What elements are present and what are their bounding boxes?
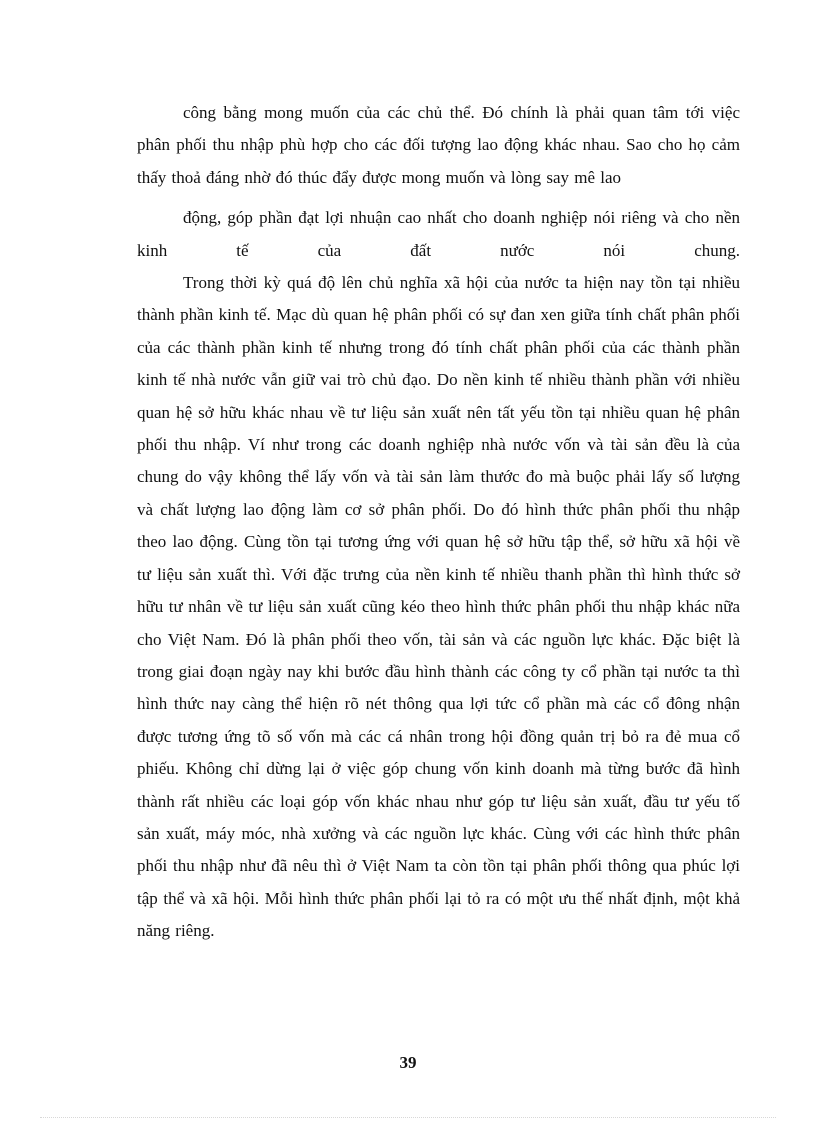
document-body: [137, 97, 740, 948]
page-number: 39: [399, 1053, 417, 1072]
paragraph-1: công bằng mong muốn của các chủ thể. Đó chính là phải quan tâm tới việc phân phối thu nhập phù hợp cho các đối tượng lao động khác nhau. Sao cho họ cảm thấy thoả đáng nhờ đó thúc đẩy được mong muốn và lòng say mê lao: [137, 103, 740, 187]
paragraph-3: Trong thời kỳ quá độ lên chủ nghĩa xã hội của nước ta hiện nay tồn tại nhiều thành phần kinh tế. Mạc dù quan hệ phân phối có sự đan xen giữa tính chất phân phối của các thành phần kinh tế nhưng trong đó tính chất phân phối của các thành phần kinh tế nhà nước vẫn giữ vai trò chủ đạo. Do nền kinh tế nhiều thành phần với nhiều quan hệ sở hữu khác nhau về tư liệu sản xuất nên tất yếu tồn tại nhiều quan hệ phân phối thu nhập. Ví như trong các doanh nghiệp nhà nước vốn và tài sản đều là của chung do vậy không thể lấy vốn và tài sản làm thước đo mà buộc phải lấy số lượng và chất lượng lao động làm cơ sở phân phối. Do đó hình thức phân phối thu nhập theo lao động. Cùng tồn tại tương ứng với quan hệ sở hữu tập thể, sở hữu xã hội về tư liệu sản xuất thì. Với đặc trưng của nền kinh tế nhiều thanh phần thì hình thức sở hữu tư nhân về tư liệu sản xuất cũng kéo theo hình thức phân phối thu nhập khác nữa cho Việt Nam. Đó là phân phối theo vốn, tài sản và các nguồn lực khác. Đặc biệt là trong giai đoạn ngày nay khi bước đầu hình thành các công ty cổ phần tại nước ta thì hình thức nay càng thể hiện rõ nét thông qua lợi tức cổ phần mà các cổ đông nhận được tương ứng tõ số vốn mà các cá nhân trong hội đồng quản trị bỏ ra đẻ mua cổ phiếu. Không chỉ dừng lại ở việc góp chung vốn kinh doanh mà từng bước đã hình thành rất nhiều các loại góp vốn khác nhau như góp tư liệu sản xuất, đầu tư yếu tố sản xuất, máy móc, nhà xưởng và các nguồn lực khác. Cùng với các hình thức phân phối thu nhập như đã nêu thì ở Việt Nam ta còn tồn tại phân phối thông qua phúc lợi tập thể và xã hội. Mỗi hình thức phân phối lại tỏ ra có một ưu thế nhất định, một khả năng riêng.: [137, 273, 740, 941]
paragraph-2: động, góp phần đạt lợi nhuận cao nhất cho doanh nghiệp nói riêng và cho nền kinh tế của đất nước nói chung.: [137, 208, 740, 260]
page-bottom-divider: [40, 1117, 776, 1118]
